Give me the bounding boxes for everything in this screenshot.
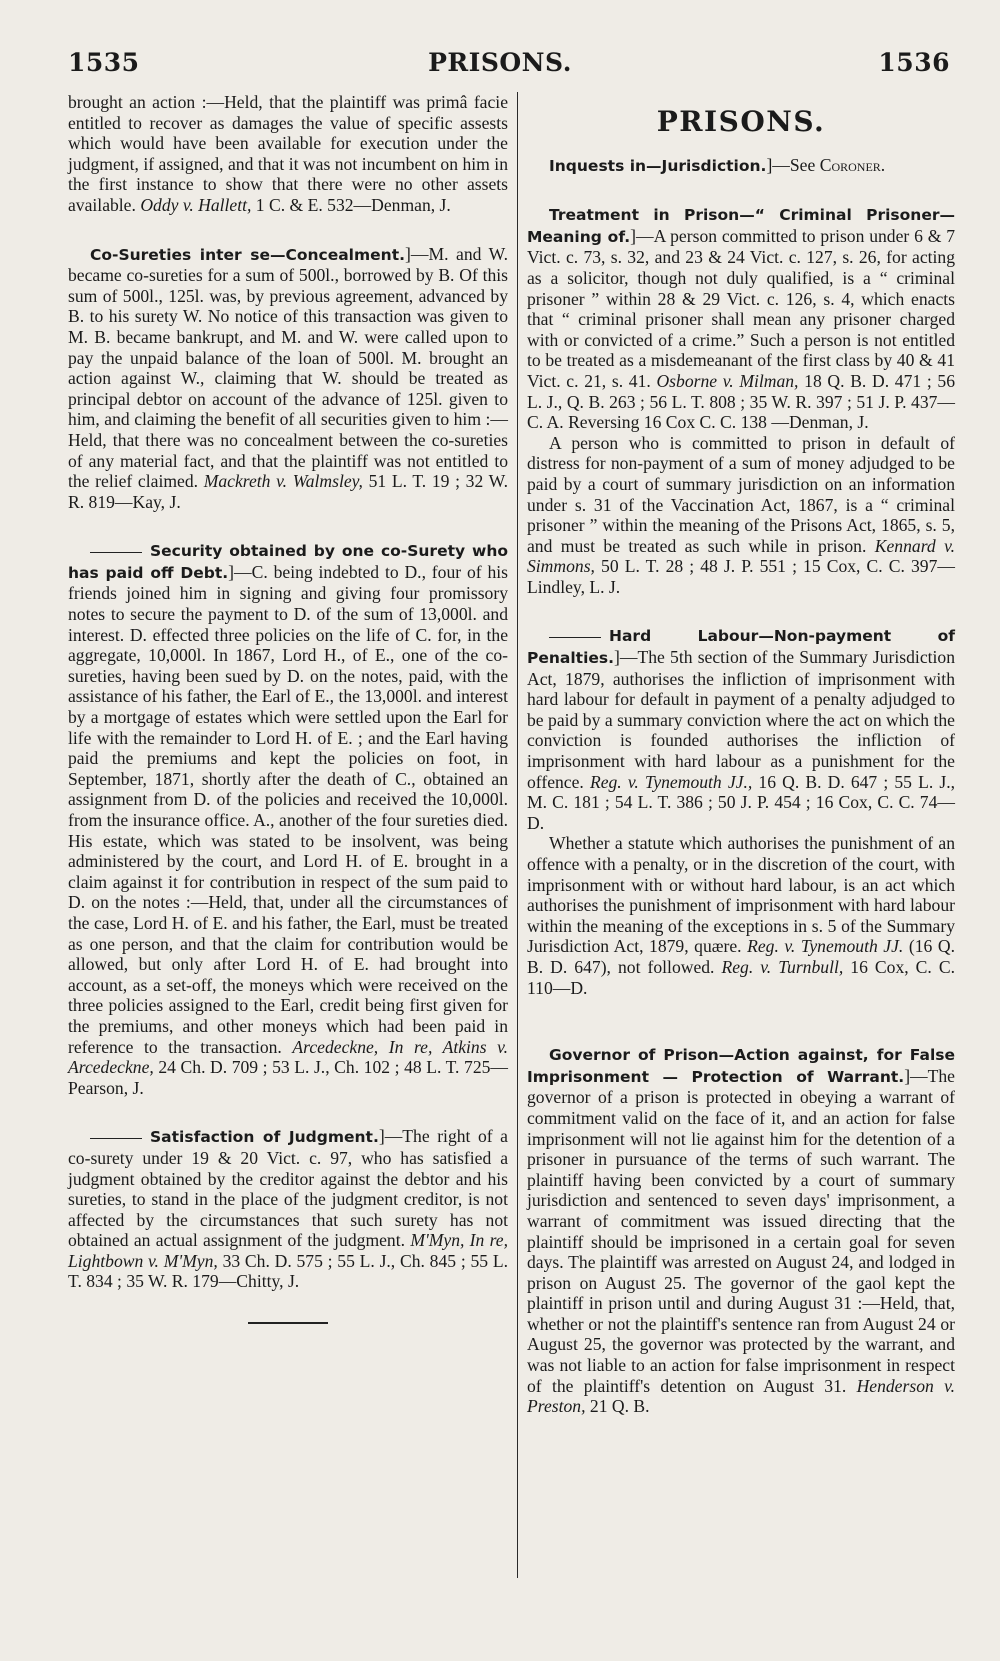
case-name: Henderson v. Preston, bbox=[527, 1375, 955, 1417]
citation: 33 Ch. D. 575 ; 55 L. J., Ch. 845 ; 55 L. T. 834 ; 35 W. R. 179—Chitty, J. bbox=[68, 1250, 508, 1292]
entry-co-sureties bbox=[68, 244, 508, 513]
entry-inquests bbox=[527, 155, 955, 177]
citation: 1 C. & E. 532—Denman, J. bbox=[255, 194, 451, 215]
case-name: Reg. v. Tynemouth JJ., bbox=[589, 771, 753, 792]
case-name: Mackreth v. Walmsley, bbox=[203, 471, 363, 492]
entry-body: ]—The right of a co-surety under 19 & 20 Vict. c. 97, who has satisfied a judgment obtained by the creditor against the debtor and his sureties, to stand in the place of the judgment creditor, is not affected by the circumstances that such surety has not obtained an actual assignment of the judgment. bbox=[68, 1126, 508, 1251]
citation: 51 L. T. 19 ; 32 W. R. 819—Kay, J. bbox=[68, 471, 508, 512]
entry-continued bbox=[68, 92, 508, 216]
entry-body: ]—The governor of a prison is protected in obeying a warrant of commitment valid on the face of it, and an action for false imprisonment will not lie against him for the detention of a prisoner in pursuance of the terms of such warrant. The plaintiff having been convicted by a court of summary jurisdiction and sentenced to seven days' imprisonment, a warrant of commitment was issued directing that the plaintiff should be imprisoned in a certain goal for seven days. The plaintiff was arrested on August 24, and lodged in prison on August 25. The governor of the gaol kept the plaintiff in prison until and during August 31 :—Held, that, whether or not the plaintiff's sentence ran from August 24 or August 25, the governor was protected by the warrant, and was not liable to an action for false imprisonment in respect of the plaintiff's detention on August 31. bbox=[527, 1065, 955, 1396]
ditto-dash bbox=[90, 552, 142, 553]
right-column bbox=[527, 92, 955, 1417]
case-name: Kennard v. Simmons, bbox=[527, 535, 955, 577]
case-name: Arcedeckne, In re, Atkins v. Arcedeckne, bbox=[68, 1036, 509, 1078]
end-rule bbox=[248, 1322, 328, 1324]
case-name: M'Myn, In re, Lightbown v. M'Myn, bbox=[68, 1230, 509, 1271]
entry-hard-labour bbox=[527, 625, 955, 833]
page-number-left: 1535 bbox=[68, 48, 140, 77]
entry-body: ]—C. being indebted to D., four of his friends joined him in signing and giving four promissory notes to secure the payment to D. of the sum of 13,000l. and interest. D. effected three policies on the life of C. for, in the aggregate, 10,000l. In 1867, Lord H., of E., one of the co-sureties, having been sued by D. on the notes, paid, with the assistance of his father, the Earl of E., the 13,000l. and interest by a mortgage of estates which were settled upon the Earl for life with the remainder to Lord H. of E. ; and the Earl having paid the premiums and kept the policies on foot, in September, 1871, shortly after the death of C., obtained an assignment from D. of the policies and received the 10,000l. from the insurance office. A., another of the four sureties died. His estate, which was stated to be insolvent, was being administered by the court, and Lord H. of E. brought in a claim against it for contribution in respect of the sum paid to D. on the notes :—Held, that, under all the circumstances of the case, Lord H. of E. and his father, the Earl, must be treated as one person, and that the claim for contribution would be allowed, but only after Lord H. of E. had brought into account, as a set-off, the moneys which were received on the three policies assigned to the Earl, credit being first given for the premiums, and other moneys which had been paid in reference to the transaction. bbox=[68, 561, 508, 1057]
entry-heading: Hard Labour—Non-payment of Penalties. bbox=[527, 627, 955, 668]
citation: 24 Ch. D. 709 ; 53 L. J., Ch. 102 ; 48 L. T. 725—Pearson, J. bbox=[68, 1057, 509, 1098]
citation: 50 L. T. 28 ; 48 J. P. 551 ; 15 Cox, C. C. 397—Lindley, L. J. bbox=[527, 556, 955, 597]
entry-treatment bbox=[527, 204, 955, 433]
entry-body: ]—The 5th section of the Summary Jurisdiction Act, 1879, authorises the infliction of imprisonment with hard labour for default in payment of a penalty adjudged to be paid by a summary conviction where the act on which the conviction is founded authorises the infliction of imprisonment with hard labour as a punishment for the offence. bbox=[527, 647, 955, 792]
ditto-dash bbox=[90, 1138, 142, 1139]
entry-body: Whether a statute which authorises the punishment of an offence with a penalty, or in the discretion of the court, with imprisonment with or without hard labour, is an act which authorises the punishment of imprisonment with hard labour within the meaning of the exceptions in s. 5 of the Summary Jurisdiction Act, 1879, quære. bbox=[527, 833, 955, 957]
ditto-dash bbox=[549, 637, 601, 638]
citation: (16 Q. B. D. 647), not followed. bbox=[527, 936, 955, 977]
citation: 21 Q. B. bbox=[589, 1396, 650, 1417]
cross-reference: Coroner. bbox=[819, 154, 886, 175]
running-head-title: PRISONS. bbox=[428, 48, 572, 77]
entry-criminal-prisoner bbox=[527, 433, 955, 598]
case-name: Osborne v. Milman, bbox=[656, 370, 799, 391]
entry-heading: Co-Sureties inter se—Concealment. bbox=[90, 245, 405, 264]
case-name: Reg. v. Tynemouth JJ. bbox=[747, 936, 904, 957]
entry-body: brought an action :—Held, that the plaintiff was primâ facie entitled to recover as damages the value of specific assests which would have been available for execution under the judgment, if assigned, and that it was not incumbent on him in the first instance to show that there were no other assets available. bbox=[68, 92, 508, 215]
entry-governor bbox=[527, 1044, 955, 1417]
entry-security bbox=[68, 540, 508, 1098]
citation: 16 Cox, C. C. 110—D. bbox=[527, 956, 955, 998]
case-name: Reg. v. Turnbull, bbox=[721, 956, 844, 977]
entry-heading: Governor of Prison—Action against, for False Imprisonment — Protection of Warrant. bbox=[527, 1046, 955, 1086]
entry-heading: Inquests in—Jurisdiction. bbox=[549, 156, 767, 175]
citation: 18 Q. B. D. 471 ; 56 L. J., Q. B. 263 ; 56 L. T. 808 ; 35 W. R. 397 ; 51 J. P. 437—C. A. Reversing 16 Cox C. C. 138 —Denman, J. bbox=[527, 370, 955, 433]
entry-body: A person who is committed to prison in default of distress for non-payment of a sum of money adjudged to be paid by a court of summary jurisdiction on an information under s. 31 of the Vaccination Act, 1867, is a “ criminal prisoner ” within the meaning of the Prisons Act, 1865, s. 5, and must be treated as such while in prison. bbox=[527, 432, 955, 556]
see-label: ]—See bbox=[766, 154, 816, 175]
column-divider bbox=[517, 92, 518, 1578]
entry-statute-question bbox=[527, 833, 955, 998]
case-name: Oddy v. Hallett, bbox=[140, 194, 252, 215]
entry-satisfaction bbox=[68, 1126, 508, 1292]
entry-heading: Treatment in Prison—“ Criminal Prisoner—Meaning of. bbox=[527, 206, 955, 246]
left-column bbox=[68, 92, 508, 1324]
entry-heading: Satisfaction of Judgment. bbox=[150, 1128, 379, 1147]
entry-heading: Security obtained by one co-Surety who has paid off Debt. bbox=[68, 542, 508, 582]
citation: 16 Q. B. D. 647 ; 55 L. J., M. C. 181 ; 54 L. T. 386 ; 50 J. P. 454 ; 16 Cox, C. C. 74—D. bbox=[527, 771, 955, 833]
entry-body: ]—A person committed to prison under 6 & 7 Vict. c. 73, s. 32, and 23 & 24 Vict. c. 127, s. 26, for acting as a solicitor, though not duly qualified, is a “ criminal prisoner ” within 28 & 29 Vict. c. 126, s. 4, which enacts that “ criminal prisoner shall mean any prisoner charged with or convicted of a crime.” Such a person is not entitled to be treated as a misdemeanant of the first class by 40 & 41 Vict. c. 21, s. 41. bbox=[527, 225, 955, 391]
page-number-right: 1536 bbox=[878, 48, 950, 77]
entry-body: ]—M. and W. became co-sureties for a sum of 500l., borrowed by B. Of this sum of 500l., 125l. was, by previous agreement, advanced by B. to his surety W. No notice of this transaction was given to M. B. became bankrupt, and M. and W. were called upon to pay the unpaid balance of the loan of 500l. M. brought an action against W., claiming that W. should be treated as principal debtor on account of the advance of 125l. given to him, and claiming the benefit of all securities given to him :—Held, that there was no concealment between the co-sureties of any material fact, and that the plaintiff was not entitled to the relief claimed. bbox=[68, 243, 509, 492]
section-title: PRISONS. bbox=[656, 105, 826, 138]
